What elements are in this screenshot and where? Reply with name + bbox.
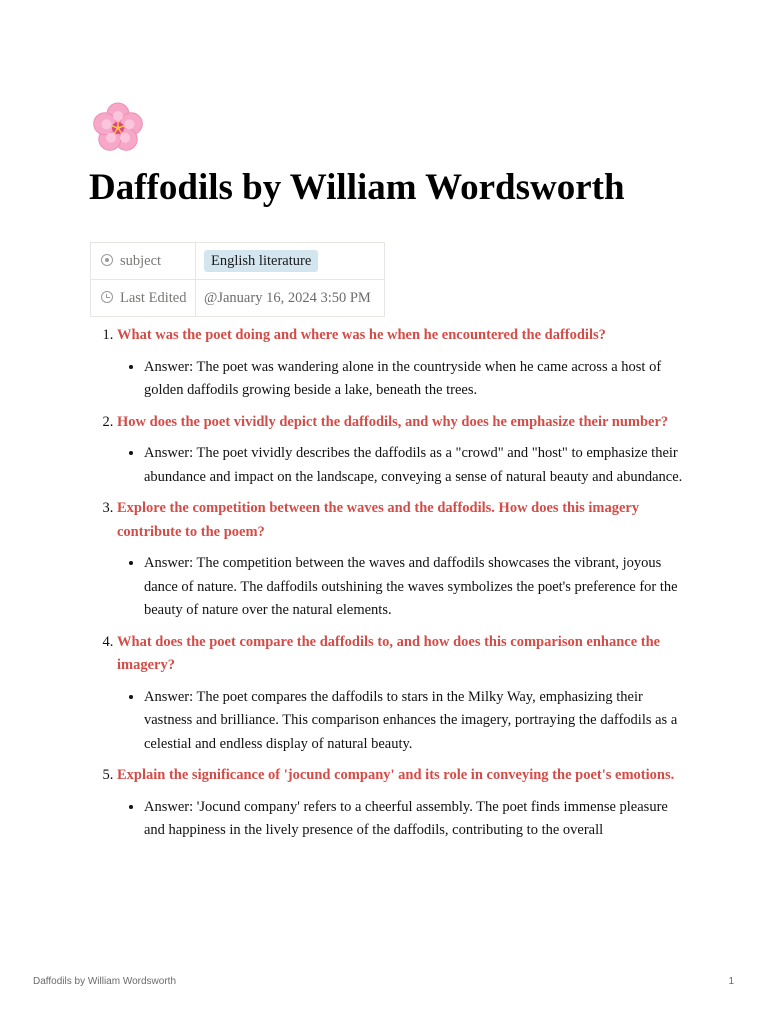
- answer-text: • Answer: The competition between the waves and daffodils showcases the vibrant, joyous dance of nature. The daffodils outshining the waves symbolizes the poet's preference for the beauty of nature over the natural elements.: [144, 552, 690, 623]
- property-key-label: Last Edited: [120, 289, 187, 306]
- question-text: What does the poet compare the daffodils to, and how does this comparison enhance the imagery?: [117, 633, 661, 673]
- qa-item: [117, 764, 690, 843]
- property-key-label: subject: [120, 252, 162, 269]
- qa-list: [90, 324, 690, 851]
- cherry-blossom-icon: [90, 100, 146, 156]
- last-edited-date: @January 16, 2024 3:50 PM: [204, 289, 371, 306]
- footer-page-number: 1: [728, 976, 734, 987]
- property-key-subject[interactable]: [91, 243, 196, 280]
- question-text: How does the poet vividly depict the daffodils, and why does he emphasize their number?: [117, 413, 669, 430]
- qa-item: [117, 497, 690, 623]
- answer-list: [117, 686, 690, 757]
- answer-text: • Answer: 'Jocund company' refers to a cheerful assembly. The poet finds immense pleasure and happiness in the lively presence of the daffodils, contributing to the overall: [144, 796, 690, 843]
- property-value-subject[interactable]: [196, 243, 385, 280]
- answer-list: [117, 552, 690, 623]
- answer-list: [117, 442, 690, 489]
- answer-text: • Answer: The poet vividly describes the daffodils as a "crowd" and "host" to emphasize their abundance and impact on the landscape, conveying a sense of natural beauty and abundance.: [144, 442, 690, 489]
- qa-item: [117, 631, 690, 757]
- select-icon: [101, 254, 113, 266]
- property-key-last-edited[interactable]: [91, 280, 196, 317]
- property-row-subject: [91, 243, 385, 280]
- answer-text: • Answer: The poet was wandering alone in the countryside when he came across a host of golden daffodils growing beside a lake, beneath the trees.: [144, 356, 690, 403]
- answer-text: • Answer: The poet compares the daffodils to stars in the Milky Way, emphasizing their vastness and brilliance. This comparison enhances the imagery, portraying the daffodils as a celestial and endless display of natural beauty.: [144, 686, 690, 757]
- answer-list: [117, 356, 690, 403]
- qa-item: [117, 324, 690, 403]
- page-title: Daffodils by William Wordsworth: [89, 167, 625, 208]
- subject-tag[interactable]: English literature: [204, 250, 318, 272]
- qa-item: [117, 411, 690, 490]
- question-text: Explore the competition between the waves and the daffodils. How does this imagery contribute to the poem?: [117, 500, 640, 540]
- footer-title: Daffodils by William Wordsworth: [33, 976, 177, 987]
- properties-table: [90, 242, 385, 317]
- property-row-last-edited: [91, 280, 385, 317]
- question-text: What was the poet doing and where was he when he encountered the daffodils?: [117, 327, 606, 343]
- clock-icon: [101, 291, 113, 303]
- property-value-last-edited[interactable]: [196, 280, 385, 317]
- question-text: Explain the significance of 'jocund company' and its role in conveying the poet's emotions.: [117, 767, 675, 783]
- answer-list: [117, 796, 690, 843]
